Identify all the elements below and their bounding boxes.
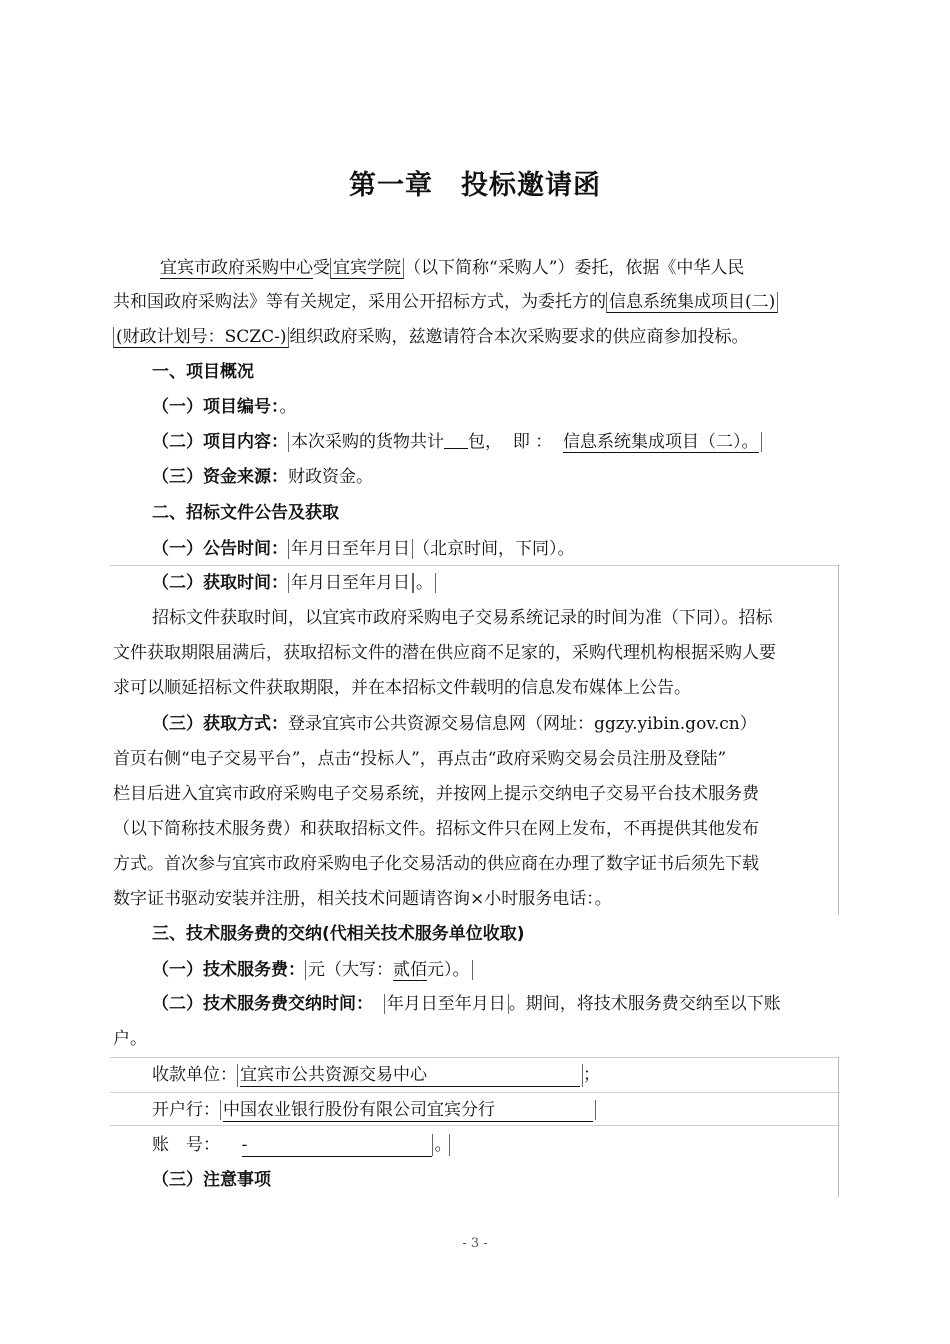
notes-heading: （三）注意事项 [152,1170,271,1190]
obtain-method-line-3: （以下简称技术服务费）和获取招标文件。招标文件只在网上发布，不再提供其他发布 [113,819,759,839]
obtain-method-first: 登录宜宾市公共资源交易信息网（网址：ggzy.yibin.gov.cn） [288,714,757,734]
service-fee-end: 元）。 [427,960,470,980]
payee-label: 收款单位： [152,1065,237,1085]
plan-number: (财政计划号：SCZC-) [113,327,289,348]
payment-time-text: 。期间，将技术服务费交纳至以下账 [508,994,781,1014]
notice-time-label: （一）公告时间： [152,539,288,559]
section-3-item-2 [152,993,781,1015]
purchaser-name: 宜宾学院 [330,258,404,279]
intro-line-1 [160,257,744,279]
bank-field [220,1100,596,1120]
package-count-blank [444,432,468,449]
intro-line-2 [113,291,778,313]
frame-rule [110,1092,840,1093]
frame-rule [838,565,839,915]
frame-rule [838,1057,839,1197]
notice-time-note: （北京时间，下同）。 [413,539,575,559]
frame-rule [110,565,840,566]
frame-rule [110,1125,840,1126]
obtain-method-line-2: 栏目后进入宜宾市政府采购电子交易系统，并按网上提示交纳电子交易平台技术服务费 [113,784,759,804]
account-value: - [242,1134,432,1157]
section-1-item-3 [152,466,373,488]
fund-source-value: 财政资金。 [288,467,373,487]
intro-line-3 [113,326,748,348]
service-fee-value: 元（大写： [308,960,393,980]
section-1-item-2 [152,431,762,453]
section-2-para-line-3: 求可以顺延招标文件获取期限，并在本招标文件载明的信息发布媒体上公告。 [113,678,691,698]
service-fee-label: （一）技术服务费： [152,960,305,980]
intro-text-3: 组织政府采购，兹邀请符合本次采购要求的供应商参加投标。 [289,327,749,347]
project-number-label: （一）项目编号： [152,397,280,417]
agency-name: 宜宾市政府采购中心 [160,258,313,278]
bank-label: 开户行： [152,1100,220,1120]
bank-value: 中国农业银行股份有限公司宜宾分行 [223,1099,593,1122]
obtain-method-line-1: 首页右侧“电子交易平台”，点击“投标人”，再点击“政府采购交易会员注册及登陆” [113,749,727,769]
project-content-text: 本次采购的货物共计 [291,432,444,452]
project-content-label: （二）项目内容： [152,432,288,452]
project-content-colon: 即 ： [512,432,553,452]
section-2-item-3 [152,713,757,735]
package-unit: 包， [468,432,502,452]
chapter-title: 第一章 投标邀请函 [349,170,601,201]
intro-entrusted: 受 [313,258,330,278]
project-content-field [288,432,762,452]
section-1-item-1 [152,396,297,418]
section-2-para-line-2: 文件获取期限届满后，获取招标文件的潜在供应商不足家的，采购代理机构根据采购人要 [113,643,776,663]
project-content-value: 信息系统集成项目（二）。 [563,432,759,452]
project-number-value: 。 [279,397,297,417]
intro-text-2: 共和国政府采购法》等有关规定，采用公开招标方式，为委托方的 [113,292,606,312]
obtain-time-end: 。 [413,573,436,593]
obtain-method-line-5: 数字证书驱动安装并注册，相关技术问题请咨询×小时服务电话：。 [113,889,612,909]
service-fee-field [305,960,473,980]
payee-value: 宜宾市公共资源交易中心 [240,1064,580,1087]
fund-source-label: （三）资金来源： [152,467,288,487]
project-name: 信息系统集成项目(二) [606,292,778,313]
service-fee-amount: 贰佰 [393,960,427,980]
frame-rule [110,1057,840,1058]
section-2-heading: 二、招标文件公告及获取 [152,503,339,523]
payment-time-continuation: 户。 [113,1029,147,1049]
obtain-method-line-4: 方式。首次参与宜宾市政府采购电子化交易活动的供应商在办理了数字证书后须先下载 [113,854,759,874]
account-period: 。 [432,1134,450,1156]
obtain-method-label: （三）获取方式： [152,714,288,734]
obtain-time-value: 年月日至年月日 [288,573,413,593]
account-label: 账 号： [152,1135,220,1155]
section-1-heading: 一、项目概况 [152,362,254,382]
section-3-item-1 [152,959,473,981]
payment-time-label: （二）技术服务费交纳时间： [152,994,373,1014]
obtain-time-label: （二）获取时间： [152,573,288,593]
section-3-heading: 三、技术服务费的交纳(代相关技术服务单位收取) [152,924,525,944]
section-2-para-line-1: 招标文件获取时间，以宜宾市政府采购电子交易系统记录的时间为准（下同）。招标 [152,608,773,628]
account-row [152,1134,450,1157]
payee-row [152,1064,600,1087]
intro-text-1: （以下简称“采购人”）委托，依据《中华人民 [404,258,745,278]
bank-row [152,1099,596,1122]
payee-field [237,1064,583,1087]
section-2-item-2 [152,572,436,594]
section-2-item-1 [152,538,575,560]
payee-semicolon: ； [583,1065,600,1085]
page-number: - 3 - [462,1236,488,1251]
notice-time-value: 年月日至年月日 [288,539,413,559]
payment-time-value: 年月日至年月日 [384,994,509,1014]
